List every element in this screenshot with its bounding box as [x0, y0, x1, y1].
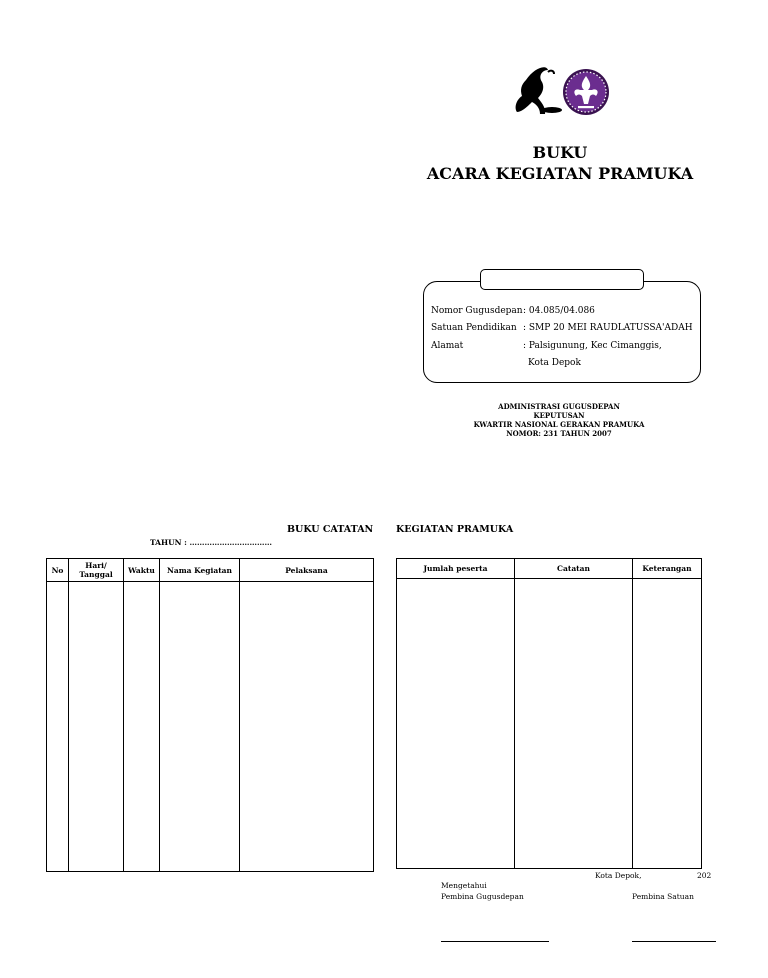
register-year: TAHUN : ……………………………	[150, 538, 272, 547]
col-header-no: No	[47, 559, 69, 582]
title-line-1: BUKU	[532, 143, 588, 162]
register-table-right	[396, 558, 702, 869]
col-header-keterangan: Keterangan	[633, 559, 702, 579]
cell-keterangan[interactable]	[633, 579, 702, 869]
register-caption-right: KEGIATAN PRAMUKA	[396, 524, 514, 535]
cell-catatan[interactable]	[515, 579, 633, 869]
footer-acknowledge: Mengetahui	[441, 881, 487, 890]
signature-line-right	[632, 941, 716, 942]
admin-line-4: NOMOR: 231 TAHUN 2007	[506, 429, 612, 438]
cell-waktu[interactable]	[124, 582, 160, 872]
admin-line-1: ADMINISTRASI GUGUSDEPAN	[498, 402, 620, 411]
register-caption-left: BUKU CATATAN	[287, 524, 374, 535]
footer-place-date: Kota Depok,	[595, 871, 642, 880]
footer-signer-right: Pembina Satuan	[632, 892, 694, 901]
signature-line-left	[441, 941, 549, 942]
admin-line-3: KWARTIR NASIONAL GERAKAN PRAMUKA	[473, 420, 645, 429]
col-header-catatan: Catatan	[515, 559, 633, 579]
tunas-kelapa-emblem-icon	[516, 67, 562, 114]
cell-jumlah-peserta[interactable]	[397, 579, 515, 869]
col-header-jumlah-peserta: Jumlah peserta	[397, 559, 515, 579]
info-value-kota: Kota Depok	[528, 358, 581, 368]
info-label-gugusdepan: Nomor Gugusdepan	[431, 306, 523, 316]
cell-no[interactable]	[47, 582, 69, 872]
cell-hari-tanggal[interactable]	[69, 582, 124, 872]
footer-year-prefix: 202	[697, 871, 712, 880]
col-header-nama-kegiatan: Nama Kegiatan	[160, 559, 240, 582]
footer-signer-left: Pembina Gugusdepan	[441, 892, 524, 901]
admin-line-2: KEPUTUSAN	[533, 411, 585, 420]
register-table-left	[46, 558, 374, 872]
info-value-satuan: : SMP 20 MEI RAUDLATUSSA'ADAH	[523, 323, 693, 333]
world-scout-emblem-icon	[563, 69, 609, 115]
col-header-waktu: Waktu	[124, 559, 160, 582]
cell-nama-kegiatan[interactable]	[160, 582, 240, 872]
col-header-pelaksana: Pelaksana	[240, 559, 374, 582]
info-label-satuan: Satuan Pendidikan	[431, 323, 517, 333]
info-label-alamat: Alamat	[431, 341, 464, 351]
header-logos	[512, 60, 612, 120]
info-value-gugusdepan: : 04.085/04.086	[523, 306, 595, 316]
title-line-2: ACARA KEGIATAN PRAMUKA	[426, 164, 694, 183]
identity-box-tab	[480, 269, 644, 290]
col-header-hari-tanggal: Hari/ Tanggal	[69, 559, 124, 582]
cell-pelaksana[interactable]	[240, 582, 374, 872]
info-value-alamat: : Palsigunung, Kec Cimanggis,	[523, 341, 662, 351]
